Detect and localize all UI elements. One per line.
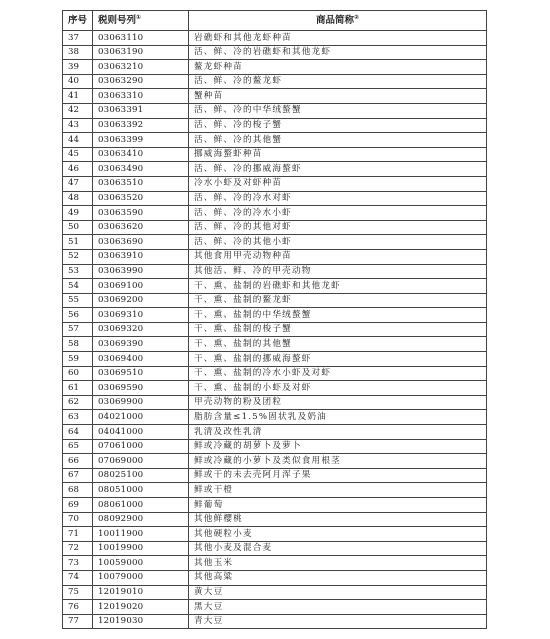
header-name-footnote: ② (353, 14, 360, 22)
row-index: 64 (63, 425, 93, 440)
row-index: 63 (63, 410, 93, 425)
row-index: 53 (63, 264, 93, 279)
row-product-name: 蟹种苗 (189, 89, 487, 104)
row-product-name: 其他食用甲壳动物种苗 (189, 249, 487, 264)
table-row (63, 206, 487, 221)
row-tariff-code: 04041000 (93, 425, 189, 440)
header-name (189, 11, 487, 31)
table-row (63, 60, 487, 75)
row-index: 39 (63, 60, 93, 75)
row-tariff-code: 03063210 (93, 60, 189, 75)
row-tariff-code: 03069510 (93, 366, 189, 381)
table-row (63, 483, 487, 498)
row-tariff-code: 03063990 (93, 264, 189, 279)
row-tariff-code: 10079000 (93, 570, 189, 585)
table-row (63, 352, 487, 367)
row-product-name: 干、熏、盐制的中华绒螯蟹 (189, 308, 487, 323)
table-row (63, 512, 487, 527)
table-row (63, 395, 487, 410)
row-index: 58 (63, 337, 93, 352)
row-tariff-code: 03069900 (93, 395, 189, 410)
row-tariff-code: 03069390 (93, 337, 189, 352)
table-row (63, 556, 487, 571)
row-tariff-code: 07069000 (93, 454, 189, 469)
table-header (63, 11, 487, 31)
row-product-name: 其他鲜樱桃 (189, 512, 487, 527)
row-product-name: 其他硬粒小麦 (189, 527, 487, 542)
row-index: 41 (63, 89, 93, 104)
row-tariff-code: 03063391 (93, 103, 189, 118)
table-row (63, 147, 487, 162)
row-tariff-code: 10011900 (93, 527, 189, 542)
row-product-name: 干、熏、盐制的冷水小虾及对虾 (189, 366, 487, 381)
row-product-name: 冷水小虾及对虾种苗 (189, 176, 487, 191)
row-index: 56 (63, 308, 93, 323)
row-product-name: 其他小麦及混合麦 (189, 541, 487, 556)
header-index-label: 序号 (68, 14, 88, 26)
row-index: 52 (63, 249, 93, 264)
row-index: 44 (63, 133, 93, 148)
row-tariff-code: 03069400 (93, 352, 189, 367)
table-row (63, 249, 487, 264)
row-tariff-code: 03063510 (93, 176, 189, 191)
row-tariff-code: 12019020 (93, 600, 189, 615)
row-tariff-code: 08092900 (93, 512, 189, 527)
table-row (63, 293, 487, 308)
row-tariff-code: 08051000 (93, 483, 189, 498)
row-product-name: 黑大豆 (189, 600, 487, 615)
table-row (63, 425, 487, 440)
row-tariff-code: 03069200 (93, 293, 189, 308)
row-index: 77 (63, 614, 93, 629)
row-index: 55 (63, 293, 93, 308)
row-tariff-code: 03063590 (93, 206, 189, 221)
row-tariff-code: 03063490 (93, 162, 189, 177)
table-row (63, 220, 487, 235)
row-index: 59 (63, 352, 93, 367)
row-product-name: 活、鲜、冷的冷水对虾 (189, 191, 487, 206)
header-code (93, 11, 189, 31)
table-row (63, 498, 487, 513)
row-product-name: 其他高粱 (189, 570, 487, 585)
table-row (63, 468, 487, 483)
header-index (63, 11, 93, 31)
table-row (63, 570, 487, 585)
row-index: 62 (63, 395, 93, 410)
row-index: 73 (63, 556, 93, 571)
row-index: 48 (63, 191, 93, 206)
row-index: 65 (63, 439, 93, 454)
table-row (63, 541, 487, 556)
row-tariff-code: 03063190 (93, 45, 189, 60)
row-tariff-code: 03063310 (93, 89, 189, 104)
row-index: 42 (63, 103, 93, 118)
row-product-name: 活、鲜、冷的中华绒螯蟹 (189, 103, 487, 118)
row-product-name: 干、熏、盐制的鳌龙虾 (189, 293, 487, 308)
row-tariff-code: 10059000 (93, 556, 189, 571)
table-row (63, 308, 487, 323)
row-tariff-code: 03063399 (93, 133, 189, 148)
row-index: 47 (63, 176, 93, 191)
row-tariff-code: 03063690 (93, 235, 189, 250)
row-tariff-code: 03063290 (93, 74, 189, 89)
row-index: 76 (63, 600, 93, 615)
row-tariff-code: 08025100 (93, 468, 189, 483)
row-product-name: 鲜或冷藏的胡萝卜及萝卜 (189, 439, 487, 454)
row-product-name: 干、熏、盐制的小虾及对虾 (189, 381, 487, 396)
header-code-label: 税则号列 (98, 15, 137, 27)
table-row (63, 89, 487, 104)
row-tariff-code: 10019900 (93, 541, 189, 556)
row-tariff-code: 03063520 (93, 191, 189, 206)
row-product-name: 活、鲜、冷的梭子蟹 (189, 118, 487, 133)
header-name-label: 商品简称 (315, 15, 354, 27)
table-row (63, 381, 487, 396)
row-index: 57 (63, 322, 93, 337)
table-row (63, 176, 487, 191)
table-row (63, 439, 487, 454)
row-product-name: 其他玉米 (189, 556, 487, 571)
row-product-name: 鲜或干橙 (189, 483, 487, 498)
row-index: 51 (63, 235, 93, 250)
row-tariff-code: 03069100 (93, 279, 189, 294)
row-product-name: 活、鲜、冷的挪威海螯虾 (189, 162, 487, 177)
row-tariff-code: 03063620 (93, 220, 189, 235)
table-row (63, 133, 487, 148)
row-index: 38 (63, 45, 93, 60)
tariff-table-container (62, 10, 486, 629)
table-row (63, 162, 487, 177)
row-product-name: 活、鲜、冷的其他对虾 (189, 220, 487, 235)
table-row (63, 264, 487, 279)
row-tariff-code: 03069590 (93, 381, 189, 396)
row-index: 75 (63, 585, 93, 600)
row-product-name: 活、鲜、冷的岩礁虾和其他龙虾 (189, 45, 487, 60)
table-row (63, 279, 487, 294)
row-product-name: 鳌龙虾种苗 (189, 60, 487, 75)
row-index: 43 (63, 118, 93, 133)
row-index: 66 (63, 454, 93, 469)
tariff-table (62, 10, 487, 629)
row-index: 45 (63, 147, 93, 162)
row-index: 49 (63, 206, 93, 221)
row-index: 37 (63, 31, 93, 46)
row-tariff-code: 03063910 (93, 249, 189, 264)
table-row (63, 191, 487, 206)
row-index: 71 (63, 527, 93, 542)
row-index: 40 (63, 74, 93, 89)
table-row (63, 235, 487, 250)
row-tariff-code: 03063110 (93, 31, 189, 46)
row-product-name: 活、鲜、冷的其他小虾 (189, 235, 487, 250)
row-product-name: 甲壳动物的粉及团粒 (189, 395, 487, 410)
row-index: 74 (63, 570, 93, 585)
row-product-name: 干、熏、盐制的梭子蟹 (189, 322, 487, 337)
row-product-name: 岩礁虾和其他龙虾种苗 (189, 31, 487, 46)
row-tariff-code: 03069320 (93, 322, 189, 337)
row-product-name: 脂肪含量≤1.5%固状乳及奶油 (189, 410, 487, 425)
table-row (63, 410, 487, 425)
row-tariff-code: 03063392 (93, 118, 189, 133)
table-row (63, 454, 487, 469)
table-row (63, 74, 487, 89)
row-product-name: 鲜或冷藏的小萝卜及类似食用根茎 (189, 454, 487, 469)
row-tariff-code: 03069310 (93, 308, 189, 323)
row-product-name: 其他活、鲜、冷的甲壳动物 (189, 264, 487, 279)
row-tariff-code: 08061000 (93, 498, 189, 513)
row-index: 46 (63, 162, 93, 177)
row-product-name: 活、鲜、冷的冷水小虾 (189, 206, 487, 221)
table-row (63, 31, 487, 46)
row-index: 68 (63, 483, 93, 498)
row-index: 54 (63, 279, 93, 294)
row-product-name: 挪威海螯虾种苗 (189, 147, 487, 162)
row-index: 67 (63, 468, 93, 483)
row-tariff-code: 12019030 (93, 614, 189, 629)
row-tariff-code: 04021000 (93, 410, 189, 425)
table-row (63, 366, 487, 381)
row-index: 72 (63, 541, 93, 556)
row-tariff-code: 03063410 (93, 147, 189, 162)
row-product-name: 乳清及改性乳清 (189, 425, 487, 440)
row-product-name: 干、熏、盐制的其他蟹 (189, 337, 487, 352)
row-product-name: 干、熏、盐制的挪威海螯虾 (189, 352, 487, 367)
table-row (63, 600, 487, 615)
row-product-name: 鲜葡萄 (189, 498, 487, 513)
row-product-name: 黄大豆 (189, 585, 487, 600)
table-row (63, 527, 487, 542)
row-index: 60 (63, 366, 93, 381)
row-product-name: 青大豆 (189, 614, 487, 629)
table-body (63, 31, 487, 629)
row-index: 69 (63, 498, 93, 513)
row-index: 61 (63, 381, 93, 396)
row-product-name: 活、鲜、冷的鳌龙虾 (189, 74, 487, 89)
table-row (63, 45, 487, 60)
header-row (63, 11, 487, 31)
row-product-name: 活、鲜、冷的其他蟹 (189, 133, 487, 148)
table-row (63, 103, 487, 118)
row-index: 70 (63, 512, 93, 527)
row-index: 50 (63, 220, 93, 235)
table-row (63, 614, 487, 629)
row-product-name: 干、熏、盐制的岩礁虾和其他龙虾 (189, 279, 487, 294)
row-product-name: 鲜或干的未去壳阿月浑子果 (189, 468, 487, 483)
table-row (63, 585, 487, 600)
header-code-footnote: ① (136, 14, 142, 22)
row-tariff-code: 12019010 (93, 585, 189, 600)
table-row (63, 322, 487, 337)
table-row (63, 337, 487, 352)
row-tariff-code: 07061000 (93, 439, 189, 454)
table-row (63, 118, 487, 133)
